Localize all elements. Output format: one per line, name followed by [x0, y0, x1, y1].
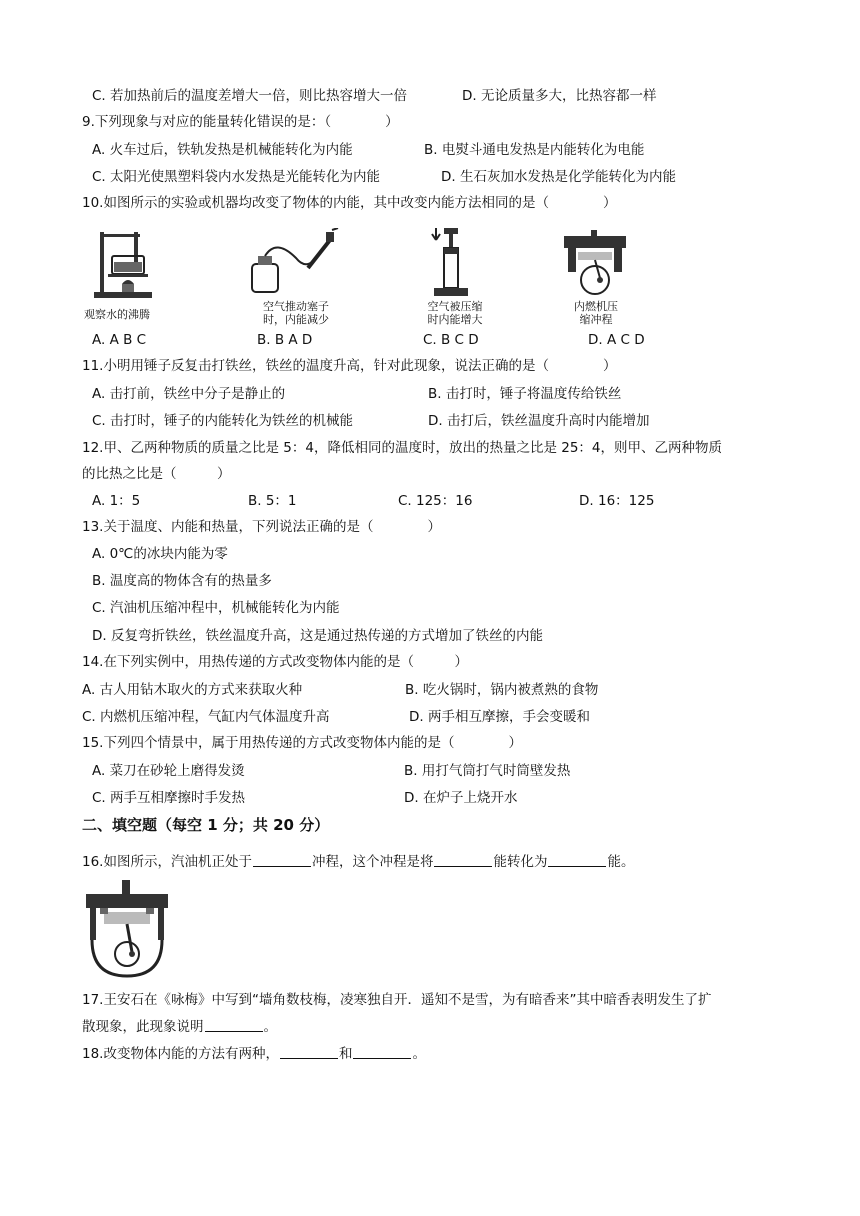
- q16-blank-2[interactable]: [434, 852, 492, 867]
- q14-option-d[interactable]: D. 两手相互摩擦，手会变暖和: [409, 709, 590, 725]
- q16-line: [82, 852, 634, 872]
- figure-b-caption: 空气推动塞子 时，内能减少: [263, 300, 329, 326]
- q12-stem-line-2: 的比热之比是（ ）: [82, 466, 231, 482]
- q10-option-a[interactable]: A. A B C: [92, 332, 147, 348]
- figure-a-caption: 观察水的沸腾: [84, 308, 150, 321]
- q14-option-b[interactable]: B. 吃火锅时，锅内被煮熟的食物: [405, 682, 599, 698]
- q11-option-d[interactable]: D. 击打后，铁丝温度升高时内能增加: [428, 413, 650, 429]
- q12-option-d[interactable]: D. 16：125: [579, 493, 655, 509]
- figure-d-caption: 内燃机压 缩冲程: [574, 300, 618, 326]
- q11-option-a[interactable]: A. 击打前，铁丝中分子是静止的: [92, 386, 286, 402]
- boiling-water-figure: [88, 226, 158, 302]
- q13-option-d[interactable]: D. 反复弯折铁丝，铁丝温度升高，这是通过热传递的方式增加了铁丝的内能: [92, 628, 543, 644]
- q18-blank-1[interactable]: [280, 1044, 338, 1059]
- q16-text-3: 能转化为: [493, 854, 548, 870]
- q18-text-1: 18.改变物体内能的方法有两种，: [82, 1046, 279, 1062]
- section-2-heading: 二、填空题（每空 1 分；共 20 分）: [82, 816, 330, 834]
- q14-option-c[interactable]: C. 内燃机压缩冲程，气缸内气体温度升高: [82, 709, 330, 725]
- q16-blank-1[interactable]: [253, 852, 311, 867]
- cork-pushed-figure: [246, 228, 342, 296]
- q17-line-2: [82, 1017, 277, 1037]
- q16-blank-3[interactable]: [548, 852, 606, 867]
- q18-line: [82, 1044, 426, 1064]
- q12-option-c[interactable]: C. 125：16: [398, 493, 473, 509]
- q17-line-1: 17.王安石在《咏梅》中写到“墙角数枝梅，凌寒独自开．遥知不是雪，为有暗香来”其中暗香表明发生了扩: [82, 992, 712, 1008]
- q17-text-2: 。: [263, 1019, 277, 1035]
- figure-c-caption: 空气被压缩 时内能增大: [427, 300, 483, 326]
- q17-blank[interactable]: [205, 1017, 263, 1032]
- q15-option-b[interactable]: B. 用打气筒打气时筒壁发热: [404, 763, 571, 779]
- q10-option-d[interactable]: D. A C D: [588, 332, 645, 348]
- q15-option-d[interactable]: D. 在炉子上烧开水: [404, 790, 518, 806]
- q18-text-2: 和: [338, 1046, 353, 1062]
- q9-option-b[interactable]: B. 电熨斗通电发热是内能转化为电能: [424, 142, 645, 158]
- q18-blank-2[interactable]: [353, 1044, 411, 1059]
- q10-option-b[interactable]: B. B A D: [257, 332, 313, 348]
- q15-option-a[interactable]: A. 菜刀在砂轮上磨得发烫: [92, 763, 245, 779]
- q16-text-1: 16.如图所示，汽油机正处于: [82, 854, 252, 870]
- q8-option-c[interactable]: C. 若加热前后的温度差增大一倍，则比热容增大一倍: [92, 88, 408, 104]
- q9-option-a[interactable]: A. 火车过后，铁轨发热是机械能转化为内能: [92, 142, 353, 158]
- q13-option-a[interactable]: A. 0℃的冰块内能为零: [92, 546, 228, 562]
- q16-text-4: 能。: [607, 854, 635, 870]
- engine-compression-figure: [560, 230, 630, 298]
- q13-option-c[interactable]: C. 汽油机压缩冲程中，机械能转化为内能: [92, 600, 340, 616]
- q15-option-c[interactable]: C. 两手互相摩擦时手发热: [92, 790, 246, 806]
- q18-text-3: 。: [412, 1046, 426, 1062]
- q13-stem: 13.关于温度、内能和热量，下列说法正确的是（ ）: [82, 519, 441, 535]
- q14-option-a[interactable]: A. 古人用钻木取火的方式来获取火种: [82, 682, 303, 698]
- q15-stem: 15.下列四个情景中，属于用热传递的方式改变物体内能的是（ ）: [82, 735, 522, 751]
- q12-stem-line-1: 12.甲、乙两种物质的质量之比是 5：4，降低相同的温度时，放出的热量之比是 25：4，则甲、乙两种物质: [82, 440, 722, 456]
- q12-option-b[interactable]: B. 5：1: [248, 493, 297, 509]
- q11-option-b[interactable]: B. 击打时，锤子将温度传给铁丝: [428, 386, 622, 402]
- q10-stem: 10.如图所示的实验或机器均改变了物体的内能，其中改变内能方法相同的是（ ）: [82, 195, 617, 211]
- q9-option-d[interactable]: D. 生石灰加水发热是化学能转化为内能: [441, 169, 676, 185]
- q11-option-c[interactable]: C. 击打时，锤子的内能转化为铁丝的机械能: [92, 413, 354, 429]
- q16-engine-figure: [82, 880, 172, 980]
- q13-option-b[interactable]: B. 温度高的物体含有的热量多: [92, 573, 272, 589]
- q11-stem: 11.小明用锤子反复击打铁丝，铁丝的温度升高，针对此现象，说法正确的是（ ）: [82, 358, 617, 374]
- q10-option-c[interactable]: C. B C D: [423, 332, 479, 348]
- q17-text-1: 散现象，此现象说明: [82, 1019, 204, 1035]
- q9-stem: 9.下列现象与对应的能量转化错误的是：（ ）: [82, 114, 399, 130]
- q14-stem: 14.在下列实例中，用热传递的方式改变物体内能的是（ ）: [82, 654, 468, 670]
- air-compressed-figure: [426, 226, 476, 298]
- q8-option-d[interactable]: D. 无论质量多大，比热容都一样: [462, 88, 657, 104]
- q12-option-a[interactable]: A. 1：5: [92, 493, 141, 509]
- q16-text-2: 冲程，这个冲程是将: [311, 854, 434, 870]
- q9-option-c[interactable]: C. 太阳光使黑塑料袋内水发热是光能转化为内能: [92, 169, 381, 185]
